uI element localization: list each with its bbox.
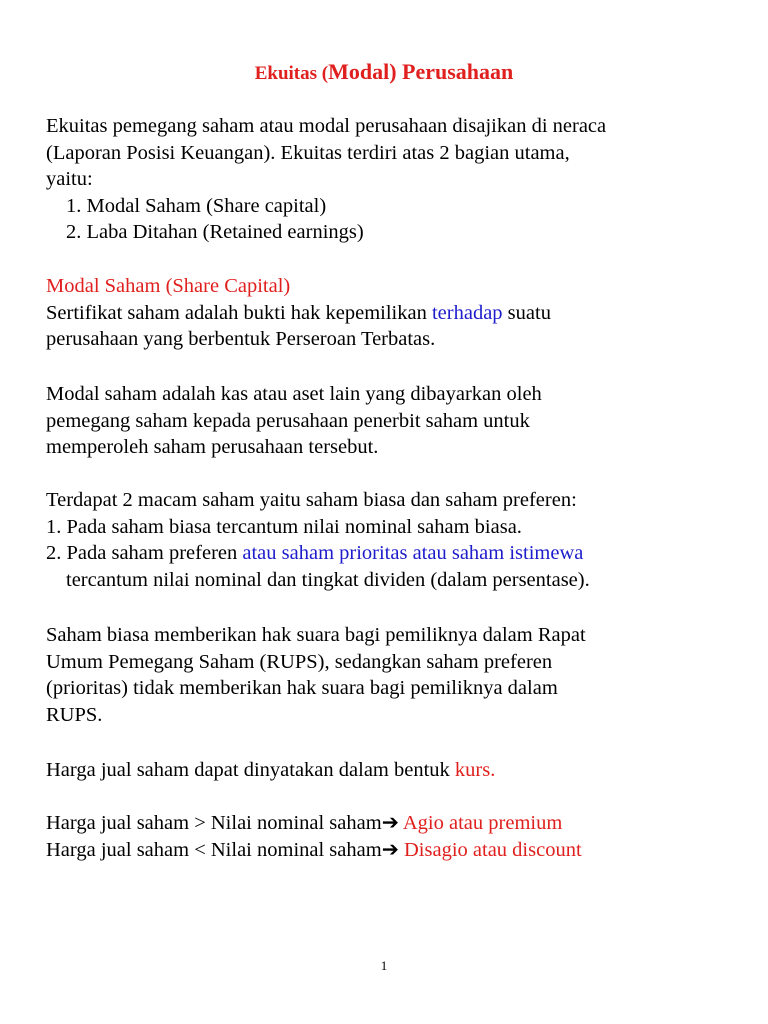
title-part-3: Perusahaan: [396, 59, 514, 84]
paragraph-3-item-1: 1. Pada saham biasa tercantum nilai nominal saham biasa.: [46, 515, 522, 538]
intro-list-item-2: 2. Laba Ditahan (Retained earnings): [66, 221, 364, 243]
paragraph-2-line-3: memperoleh saham perusahaan tersebut.: [46, 436, 379, 458]
paragraph-4-line-4: RUPS.: [46, 703, 103, 726]
agio-line: [46, 810, 746, 837]
share-capital-line-2: perusahaan yang berbentuk Perseroan Terbatas.: [46, 328, 436, 350]
disagio-condition: Harga jual saham < Nilai nominal saham: [46, 838, 382, 861]
disagio-line: [46, 837, 746, 864]
paragraph-2-line-1: Modal saham adalah kas atau aset lain yang dibayarkan oleh: [46, 383, 542, 405]
intro-list-item-1: 1. Modal Saham (Share capital): [66, 194, 327, 217]
paragraph-6: [46, 810, 746, 863]
share-capital-section: [46, 273, 746, 353]
kurs-highlight: kurs.: [454, 759, 496, 781]
intro-line-2: (Laporan Posisi Keuangan). Ekuitas terdiri atas 2 bagian utama,: [46, 141, 570, 164]
paragraph-4-line-3: (prioritas) tidak memberikan hak suara bagi pemiliknya dalam: [46, 677, 558, 699]
paragraph-3-item-2: [46, 540, 746, 567]
title-part-2: Modal): [328, 59, 397, 84]
paragraph-2-line-2: pemegang saham kepada perusahaan penerbit saham untuk: [46, 409, 530, 432]
intro-line-3: yaitu:: [46, 168, 93, 190]
page-number: 1: [380, 958, 388, 973]
disagio-result: Disagio atau discount: [398, 838, 582, 861]
paragraph-3: [46, 487, 746, 593]
paragraph-2: [46, 381, 746, 461]
share-capital-text-c: suatu: [502, 301, 551, 324]
share-capital-highlight: terhadap: [431, 301, 503, 324]
paragraph-4-line-1: Saham biasa memberikan hak suara bagi pemiliknya dalam Rapat: [46, 624, 586, 646]
intro-line-1: Ekuitas pemegang saham atau modal perusahaan disajikan di neraca: [46, 115, 607, 137]
paragraph-3-line-1: Terdapat 2 macam saham yaitu saham biasa dan saham preferen:: [46, 489, 577, 511]
intro-paragraph: [46, 113, 746, 246]
paragraph-5: [46, 757, 746, 784]
share-capital-heading: Modal Saham (Share Capital): [46, 275, 291, 297]
paragraph-4-line-2: Umum Pemegang Saham (RUPS), sedangkan saham preferen: [46, 650, 553, 673]
paragraph-3-item-2-text: 2. Pada saham preferen: [46, 542, 243, 564]
paragraph-3-item-2-highlight: atau saham prioritas atau saham istimewa: [242, 542, 584, 564]
paragraph-5-line: [46, 757, 746, 784]
paragraph-3-item-2-line-2: tercantum nilai nominal dan tingkat dividen (dalam persentase).: [66, 568, 590, 591]
page-title: [0, 57, 768, 90]
title-part-1: Ekuitas (: [254, 63, 329, 84]
right-arrow-icon: ➔: [381, 838, 399, 861]
share-capital-text-a: Sertifikat saham adalah bukti hak kepemilikan: [46, 301, 432, 324]
paragraph-5-text: Harga jual saham dapat dinyatakan dalam bentuk: [46, 759, 455, 781]
right-arrow-icon: ➔: [381, 812, 399, 834]
agio-result: Agio atau premium: [398, 812, 563, 834]
paragraph-4: [46, 622, 746, 728]
share-capital-line-1: [46, 300, 746, 327]
agio-condition: Harga jual saham > Nilai nominal saham: [46, 812, 382, 834]
